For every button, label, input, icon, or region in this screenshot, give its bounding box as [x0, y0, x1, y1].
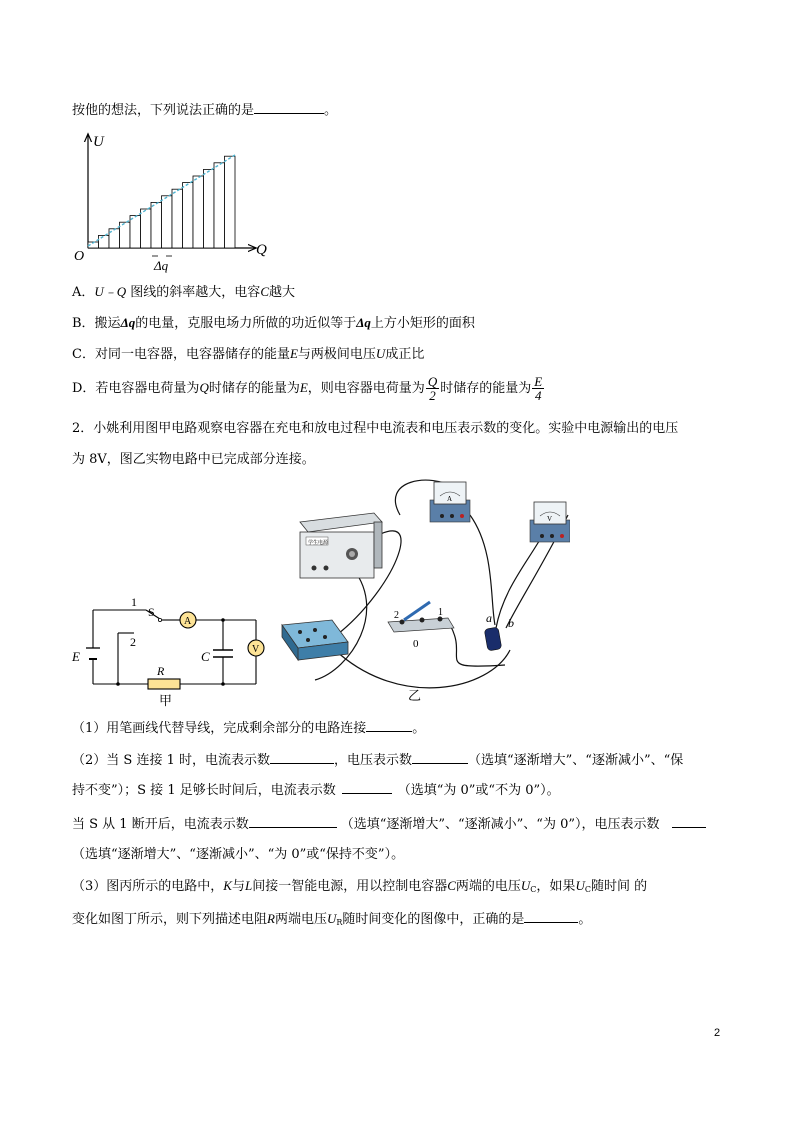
step-rect: [204, 169, 215, 248]
step-rect: [151, 202, 162, 248]
sub-question-2-line2: 持不变”）；S 接 1 足够长时间后，电流表示数 （选填“为 0”或“不为 0”）。: [72, 783, 560, 798]
sub-question-2-line1: （2）当 S 连接 1 时，电流表示数 ，电压表示数 （选填“逐渐增大”、“逐渐减小”、“保: [72, 753, 684, 768]
y-axis-label: U: [93, 134, 104, 150]
answer-blank[interactable]: [672, 815, 706, 828]
answer-blank[interactable]: [270, 751, 334, 764]
power-supply: [300, 513, 382, 578]
step-rect: [172, 189, 183, 248]
ammeter-device: [430, 482, 470, 522]
page-number: 2: [714, 1027, 721, 1039]
step-rect: [120, 222, 131, 248]
intro-text: 按他的想法，下列说法正确的是: [72, 103, 255, 118]
answer-blank[interactable]: [412, 751, 468, 764]
caption-yi: 乙: [408, 688, 422, 703]
origin-label: O: [74, 249, 85, 264]
supply-label: 学生电源: [308, 541, 329, 546]
caption-jia: 甲: [159, 693, 173, 708]
step-rect: [130, 216, 141, 248]
q2-line2: 为 8V，图乙实物电路中已完成部分连接。: [72, 452, 315, 467]
step-rect: [183, 183, 194, 248]
answer-blank[interactable]: [342, 781, 392, 794]
option-b[interactable]: B．搬运Δq的电量，克服电场力所做的功近似等于Δq上方小矩形的面积: [72, 315, 475, 331]
switch-board: [388, 602, 454, 650]
option-a[interactable]: A．U﹣Q 图线的斜率越大，电容C越大: [72, 284, 295, 300]
step-bars: [88, 156, 235, 248]
uq-step-graph: [70, 130, 280, 275]
ammeter-symbol: A: [184, 616, 192, 627]
step-rect: [193, 176, 204, 248]
sub-question-1: （1）用笔画线代替导线，完成剩余部分的电路连接 。: [72, 721, 426, 736]
switch-contact-0: 0: [413, 638, 419, 650]
x-axis-label: Q: [256, 242, 267, 258]
fraction-q-over-2: $\frac{Q}{2}$: [427, 374, 438, 403]
answer-blank[interactable]: [524, 910, 578, 923]
switch-label: S: [148, 605, 155, 619]
delta-q-label: Δq: [154, 258, 169, 273]
sub-question-2-line3: 当 S 从 1 断开后，电流表示数 （选填“逐渐增大”、“逐渐减小”、“为 0”），电压表示数: [72, 815, 706, 834]
resistance-box: [282, 620, 348, 660]
step-rect: [225, 156, 236, 248]
terminal-b-label: b: [508, 616, 514, 630]
intro-line: 按他的想法，下列说法正确的是 。: [72, 103, 338, 118]
option-c[interactable]: C．对同一电容器，电容器储存的能量E与两极间电压U成正比: [72, 346, 425, 362]
capacitor-label: C: [201, 649, 210, 664]
answer-blank[interactable]: [254, 101, 324, 114]
voltmeter-symbol: V: [252, 644, 260, 655]
fraction-e-over-4: $\frac{E}{4}$: [534, 374, 543, 403]
step-rect: [214, 163, 225, 248]
sub-question-3-line2: 变化如图丁所示，则下列描述电阻R两端电压$U_R$随时间变化的图像中，正确的是 。: [72, 911, 592, 927]
option-d[interactable]: D．若电容器电荷量为Q时储存的能量为E，则电容器电荷量为 $\frac{Q}{2}$ 时储存的能量为 $\frac{E}{4}$: [72, 374, 543, 403]
emf-label: E: [72, 649, 80, 664]
contact-2-label: 2: [130, 635, 136, 649]
answer-blank[interactable]: [366, 719, 412, 732]
circuit-diagram-jia: [68, 593, 278, 713]
ammeter-face-label: A: [447, 495, 453, 503]
circuit-photo-yi: [270, 470, 570, 715]
sub-question-2-line4: （选填“逐渐增大”、“逐渐减小”、“为 0”或“保持不变”）。: [72, 847, 405, 862]
step-rect: [99, 235, 110, 248]
switch-contact-1: 1: [438, 607, 443, 618]
resistor-label: R: [157, 664, 165, 678]
terminal-a-label: a: [486, 611, 492, 625]
step-rect: [141, 209, 152, 248]
switch-contact-2: 2: [394, 610, 399, 621]
q2-line1: 2．小姚利用图甲电路观察电容器在充电和放电过程中电流表和电压表示数的变化。实验中电源输出的电压: [72, 421, 679, 436]
contact-1-label: 1: [131, 595, 137, 609]
step-rect: [162, 196, 173, 248]
answer-blank[interactable]: [249, 815, 337, 828]
voltmeter-device: [530, 502, 570, 542]
sub-question-3-line1: （3）图丙所示的电路中，K与L间接一智能电源，用以控制电容器C两端的电压$U_C$，如果$U_C$随时间 的: [72, 878, 648, 894]
voltmeter-face-label: V: [547, 515, 553, 523]
